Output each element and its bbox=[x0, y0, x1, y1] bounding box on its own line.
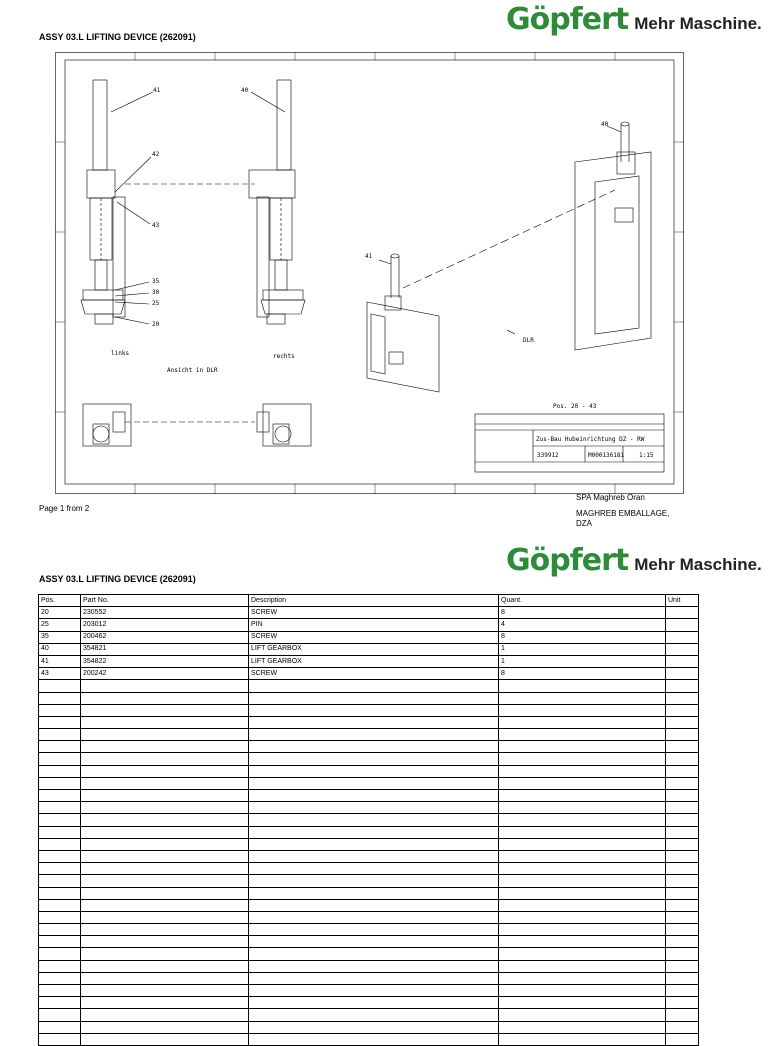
table-cell bbox=[81, 790, 249, 802]
table-cell bbox=[666, 936, 699, 948]
table-cell bbox=[499, 802, 666, 814]
table-cell bbox=[249, 1021, 499, 1033]
callout: 35 bbox=[152, 278, 160, 285]
table-row bbox=[39, 936, 699, 948]
table-row bbox=[39, 826, 699, 838]
table-cell bbox=[499, 863, 666, 875]
table-cell bbox=[499, 948, 666, 960]
callout: 42 bbox=[152, 151, 160, 158]
table-cell bbox=[39, 814, 81, 826]
table-cell bbox=[81, 704, 249, 716]
table-cell: 1 bbox=[499, 655, 666, 667]
table-cell bbox=[81, 1021, 249, 1033]
table-cell: 41 bbox=[39, 655, 81, 667]
table-cell bbox=[249, 1009, 499, 1021]
table-cell bbox=[499, 887, 666, 899]
table-cell: LIFT GEARBOX bbox=[249, 655, 499, 667]
table-cell bbox=[81, 777, 249, 789]
table-cell bbox=[39, 753, 81, 765]
table-cell bbox=[249, 680, 499, 692]
table-cell bbox=[666, 826, 699, 838]
table-cell bbox=[81, 716, 249, 728]
company-block bbox=[576, 493, 669, 529]
table-row bbox=[39, 985, 699, 997]
table-cell bbox=[666, 753, 699, 765]
table-cell: 25 bbox=[39, 619, 81, 631]
table-cell bbox=[39, 765, 81, 777]
table-cell bbox=[39, 899, 81, 911]
table-cell: 4 bbox=[499, 619, 666, 631]
table-cell bbox=[666, 765, 699, 777]
col-part-no: Part No. bbox=[81, 595, 249, 607]
table-cell: SCREW bbox=[249, 668, 499, 680]
table-cell bbox=[39, 1033, 81, 1045]
table-cell bbox=[249, 936, 499, 948]
label-dlr: DLR bbox=[523, 337, 534, 344]
table-cell bbox=[666, 704, 699, 716]
goepfert-logo bbox=[506, 2, 762, 37]
table-cell bbox=[499, 692, 666, 704]
table-cell bbox=[666, 875, 699, 887]
table-cell bbox=[249, 704, 499, 716]
table-cell bbox=[81, 729, 249, 741]
table-cell bbox=[39, 911, 81, 923]
table-cell bbox=[666, 692, 699, 704]
table-cell bbox=[81, 850, 249, 862]
table-cell bbox=[39, 692, 81, 704]
table-cell: 43 bbox=[39, 668, 81, 680]
table-cell bbox=[39, 863, 81, 875]
table-cell bbox=[81, 802, 249, 814]
col-quant: Quant. bbox=[499, 595, 666, 607]
table-row bbox=[39, 960, 699, 972]
table-row bbox=[39, 1021, 699, 1033]
table-cell bbox=[499, 716, 666, 728]
company-line: SPA Maghreb Oran bbox=[576, 493, 645, 502]
table-cell bbox=[39, 1021, 81, 1033]
table-row bbox=[39, 655, 699, 667]
company-line: MAGHREB EMBALLAGE, bbox=[576, 509, 670, 518]
table-cell bbox=[499, 814, 666, 826]
table-cell bbox=[666, 607, 699, 619]
table-cell bbox=[39, 777, 81, 789]
table-cell bbox=[499, 875, 666, 887]
callout: 41 bbox=[153, 87, 161, 94]
table-row bbox=[39, 741, 699, 753]
table-cell bbox=[81, 911, 249, 923]
table-cell bbox=[39, 985, 81, 997]
table-cell bbox=[39, 704, 81, 716]
table-cell: 230552 bbox=[81, 607, 249, 619]
table-cell bbox=[499, 972, 666, 984]
table-cell bbox=[249, 814, 499, 826]
table-cell bbox=[81, 936, 249, 948]
table-cell: 1 bbox=[499, 643, 666, 655]
page-title: ASSY 03.L LIFTING DEVICE (262091) bbox=[39, 32, 196, 42]
table-row bbox=[39, 753, 699, 765]
table-row bbox=[39, 631, 699, 643]
table-cell bbox=[499, 936, 666, 948]
table-cell bbox=[666, 1021, 699, 1033]
table-row bbox=[39, 680, 699, 692]
table-cell bbox=[249, 960, 499, 972]
table-cell bbox=[666, 729, 699, 741]
page-footer: Page 1 from 2 bbox=[39, 504, 90, 513]
table-cell bbox=[666, 802, 699, 814]
table-cell bbox=[39, 826, 81, 838]
table-row bbox=[39, 899, 699, 911]
table-cell bbox=[249, 716, 499, 728]
table-cell bbox=[39, 716, 81, 728]
table-row bbox=[39, 875, 699, 887]
table-row bbox=[39, 765, 699, 777]
table-cell bbox=[81, 899, 249, 911]
logo-tagline: Mehr Maschine. bbox=[634, 14, 762, 33]
table-cell bbox=[499, 850, 666, 862]
titleblock-drawing-no: M000136181 bbox=[588, 452, 625, 459]
table-cell bbox=[249, 899, 499, 911]
label-links: links bbox=[111, 350, 130, 357]
titleblock-scale: 1:15 bbox=[639, 452, 654, 459]
table-cell bbox=[39, 936, 81, 948]
table-cell bbox=[249, 863, 499, 875]
table-cell bbox=[81, 814, 249, 826]
table-cell bbox=[81, 997, 249, 1009]
table-cell: 354821 bbox=[81, 643, 249, 655]
table-cell: SCREW bbox=[249, 607, 499, 619]
table-cell bbox=[666, 863, 699, 875]
table-cell bbox=[81, 1009, 249, 1021]
table-cell bbox=[249, 997, 499, 1009]
table-row bbox=[39, 814, 699, 826]
table-cell bbox=[666, 911, 699, 923]
table-cell: 200462 bbox=[81, 631, 249, 643]
table-cell: PIN bbox=[249, 619, 499, 631]
table-cell bbox=[39, 887, 81, 899]
table-cell bbox=[499, 911, 666, 923]
callout: 40 bbox=[241, 87, 249, 94]
table-cell bbox=[499, 1009, 666, 1021]
table-cell: 200242 bbox=[81, 668, 249, 680]
table-cell bbox=[499, 729, 666, 741]
table-row bbox=[39, 997, 699, 1009]
table-cell bbox=[81, 826, 249, 838]
table-row bbox=[39, 729, 699, 741]
table-row bbox=[39, 924, 699, 936]
table-row bbox=[39, 948, 699, 960]
label-pos: Pos. 20 - 43 bbox=[553, 403, 597, 410]
table-cell bbox=[39, 1009, 81, 1021]
table-cell bbox=[81, 887, 249, 899]
table-row bbox=[39, 1033, 699, 1045]
table-cell bbox=[249, 777, 499, 789]
callout: 41 bbox=[365, 253, 373, 260]
table-cell bbox=[666, 1009, 699, 1021]
table-cell bbox=[499, 680, 666, 692]
table-cell bbox=[39, 924, 81, 936]
table-header-row bbox=[39, 595, 699, 607]
table-cell bbox=[666, 1033, 699, 1045]
table-row bbox=[39, 863, 699, 875]
table-cell bbox=[81, 972, 249, 984]
table-cell bbox=[499, 838, 666, 850]
callout: 30 bbox=[152, 289, 160, 296]
table-cell bbox=[666, 850, 699, 862]
table-cell bbox=[81, 765, 249, 777]
table-cell bbox=[666, 680, 699, 692]
table-row bbox=[39, 643, 699, 655]
table-row bbox=[39, 607, 699, 619]
table-cell bbox=[249, 838, 499, 850]
table-cell bbox=[81, 985, 249, 997]
table-cell bbox=[39, 802, 81, 814]
table-cell: 8 bbox=[499, 607, 666, 619]
callout: 40 bbox=[601, 121, 609, 128]
table-cell bbox=[39, 948, 81, 960]
table-cell bbox=[666, 790, 699, 802]
table-cell bbox=[249, 692, 499, 704]
table-cell: 203012 bbox=[81, 619, 249, 631]
table-cell bbox=[39, 680, 81, 692]
table-cell bbox=[666, 972, 699, 984]
table-cell bbox=[666, 668, 699, 680]
table-cell bbox=[666, 924, 699, 936]
table-cell bbox=[249, 850, 499, 862]
table-cell: 8 bbox=[499, 668, 666, 680]
table-cell: 20 bbox=[39, 607, 81, 619]
table-cell bbox=[666, 985, 699, 997]
table-cell bbox=[81, 741, 249, 753]
table-cell bbox=[81, 863, 249, 875]
table-row bbox=[39, 704, 699, 716]
table-cell bbox=[249, 826, 499, 838]
table-cell bbox=[499, 765, 666, 777]
table-cell bbox=[81, 960, 249, 972]
table-cell bbox=[39, 875, 81, 887]
table-row bbox=[39, 668, 699, 680]
table-cell bbox=[249, 972, 499, 984]
table-row bbox=[39, 802, 699, 814]
titleblock-number: 339912 bbox=[537, 452, 559, 459]
table-cell bbox=[499, 741, 666, 753]
titleblock-name: Zus-Bau Hubeinrichtung DZ - RW bbox=[536, 436, 645, 443]
table-cell bbox=[39, 972, 81, 984]
table-cell bbox=[666, 777, 699, 789]
table-cell: 35 bbox=[39, 631, 81, 643]
table-cell bbox=[249, 887, 499, 899]
table-cell bbox=[249, 741, 499, 753]
callout: 20 bbox=[152, 321, 160, 328]
table-cell bbox=[666, 631, 699, 643]
table-cell: LIFT GEARBOX bbox=[249, 643, 499, 655]
table-row bbox=[39, 692, 699, 704]
table-cell bbox=[81, 838, 249, 850]
table-cell bbox=[39, 960, 81, 972]
col-pos: Pos. bbox=[39, 595, 81, 607]
table-row bbox=[39, 777, 699, 789]
table-cell bbox=[666, 716, 699, 728]
table-row bbox=[39, 619, 699, 631]
table-row bbox=[39, 1009, 699, 1021]
table-cell bbox=[249, 924, 499, 936]
company-line: DZA bbox=[576, 519, 592, 528]
logo-tagline: Mehr Maschine. bbox=[634, 555, 762, 574]
table-cell bbox=[81, 1033, 249, 1045]
table-cell bbox=[39, 790, 81, 802]
table-cell bbox=[666, 997, 699, 1009]
table-row bbox=[39, 850, 699, 862]
goepfert-logo bbox=[506, 543, 762, 578]
label-rechts: rechts bbox=[273, 353, 295, 360]
table-cell bbox=[666, 655, 699, 667]
table-row bbox=[39, 911, 699, 923]
table-cell bbox=[499, 924, 666, 936]
table-cell bbox=[666, 814, 699, 826]
table-cell bbox=[81, 692, 249, 704]
table-cell bbox=[39, 838, 81, 850]
table-cell bbox=[499, 753, 666, 765]
page-title: ASSY 03.L LIFTING DEVICE (262091) bbox=[39, 574, 196, 584]
table-cell bbox=[81, 680, 249, 692]
table-cell bbox=[499, 997, 666, 1009]
table-cell bbox=[249, 911, 499, 923]
col-unit: Unit bbox=[666, 595, 699, 607]
table-cell bbox=[499, 1021, 666, 1033]
table-row bbox=[39, 790, 699, 802]
table-cell bbox=[81, 753, 249, 765]
table-cell bbox=[666, 960, 699, 972]
logo-brand: Göpfert bbox=[506, 543, 629, 578]
table-row bbox=[39, 887, 699, 899]
table-cell: 354822 bbox=[81, 655, 249, 667]
table-cell bbox=[499, 826, 666, 838]
table-cell: 8 bbox=[499, 631, 666, 643]
table-cell bbox=[499, 899, 666, 911]
logo-brand: Göpfert bbox=[506, 2, 629, 37]
table-cell bbox=[249, 753, 499, 765]
table-row bbox=[39, 716, 699, 728]
table-row bbox=[39, 972, 699, 984]
table-cell bbox=[499, 985, 666, 997]
table-cell bbox=[39, 850, 81, 862]
table-cell bbox=[81, 875, 249, 887]
table-cell bbox=[666, 948, 699, 960]
table-cell bbox=[81, 948, 249, 960]
table-cell bbox=[666, 741, 699, 753]
table-cell: SCREW bbox=[249, 631, 499, 643]
table-cell bbox=[39, 741, 81, 753]
table-cell bbox=[499, 790, 666, 802]
table-cell bbox=[666, 838, 699, 850]
callout: 25 bbox=[152, 300, 160, 307]
col-description: Description bbox=[249, 595, 499, 607]
table-cell bbox=[499, 960, 666, 972]
table-cell: 40 bbox=[39, 643, 81, 655]
table-cell bbox=[666, 899, 699, 911]
table-cell bbox=[666, 619, 699, 631]
table-cell bbox=[249, 1033, 499, 1045]
table-cell bbox=[249, 985, 499, 997]
table-cell bbox=[666, 643, 699, 655]
table-cell bbox=[249, 729, 499, 741]
table-cell bbox=[499, 704, 666, 716]
label-view: Ansicht in DLR bbox=[167, 367, 218, 374]
callout: 43 bbox=[152, 222, 160, 229]
table-cell bbox=[666, 887, 699, 899]
table-cell bbox=[499, 1033, 666, 1045]
table-cell bbox=[249, 802, 499, 814]
table-cell bbox=[249, 765, 499, 777]
table-cell bbox=[39, 729, 81, 741]
table-cell bbox=[39, 997, 81, 1009]
parts-table bbox=[38, 594, 699, 1046]
table-cell bbox=[249, 875, 499, 887]
table-cell bbox=[249, 948, 499, 960]
table-row bbox=[39, 838, 699, 850]
table-cell bbox=[499, 777, 666, 789]
table-cell bbox=[249, 790, 499, 802]
technical-drawing bbox=[55, 52, 684, 494]
table-cell bbox=[81, 924, 249, 936]
